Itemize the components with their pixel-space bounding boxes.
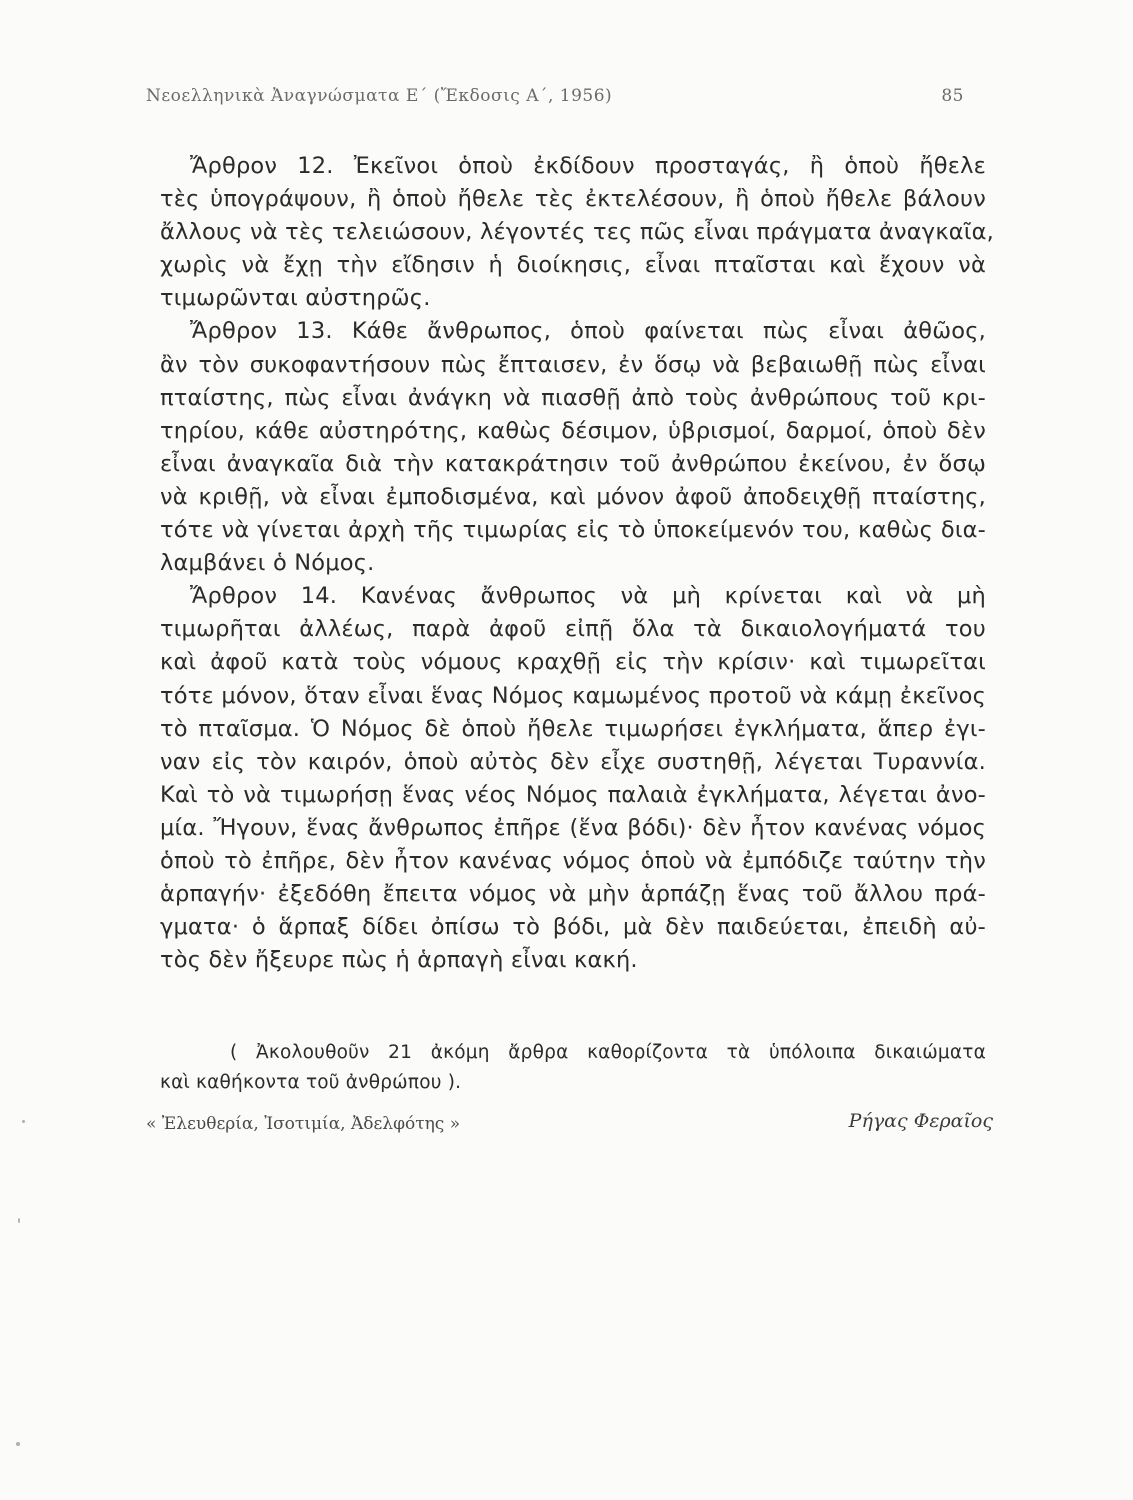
article-14 <box>160 580 986 977</box>
author-signature: Ρήγας Φεραῖος <box>848 1110 993 1132</box>
book-title: Νεοελληνικὰ Ἀναγνώσματα Ε΄ (Ἔκδοσις Α΄, 1956) <box>146 86 613 106</box>
page-number: 85 <box>941 86 964 106</box>
text-line: ὁποὺ τὸ ἐπῆρε, δὲν ἦτον κανένας νόμος ὁποὺ νὰ ἐμπόδιζε ταύτην τὴν <box>160 847 986 874</box>
text-line: εἶναι ἀναγκαῖα διὰ τὴν κατακράτησιν τοῦ ἀνθρώπου ἐκείνου, ἐν ὅσῳ <box>160 450 986 477</box>
text-line: καὶ ἀφοῦ κατὰ τοὺς νόμους κραχθῇ εἰς τὴν κρίσιν· καὶ τιμωρεῖται <box>160 649 986 676</box>
running-head <box>146 86 964 112</box>
scan-speck <box>18 1218 20 1223</box>
text-line: τότε νὰ γίνεται ἀρχὴ τῆς τιμωρίας εἰς τὸ ὑποκείμενόν του, καθὼς δια- <box>160 517 986 544</box>
text-line: νὰ κριθῇ, νὰ εἶναι ἐμποδισμένα, καὶ μόνον ἀφοῦ ἀποδειχθῇ πταίστης, <box>160 483 986 510</box>
text-line: γματα· ὁ ἅρπαξ δίδει ὀπίσω τὸ βόδι, μὰ δὲν παιδεύεται, ἐπειδὴ αὐ- <box>160 914 986 941</box>
text-line: τηρίου, κάθε αὐστηρότης, καθὼς δέσιμον, ὑβρισμοί, δαρμοί, ὁποὺ δὲν <box>160 417 986 444</box>
text-line: Καὶ τὸ νὰ τιμωρήσῃ ἕνας νέος Νόμος παλαιὰ ἐγκλήματα, λέγεται ἀνο- <box>160 781 986 808</box>
body-text <box>160 150 995 977</box>
text-line: Ἄρθρον 12. Ἐκεῖνοι ὁποὺ ἐκδίδουν προσταγάς, ἢ ὁποὺ ἤθελε <box>190 153 986 179</box>
article-12 <box>160 150 995 315</box>
text-line: τιμωρῆται ἀλλέως, παρὰ ἀφοῦ εἰπῇ ὅλα τὰ δικαιολογήματά του <box>160 616 986 643</box>
text-line: λαμβάνει ὁ Νόμος. <box>160 550 375 577</box>
text-line: χωρὶς νὰ ἔχῃ τὴν εἴδησιν ἡ διοίκησις, εἶναι πταῖσται καὶ ἔχουν νὰ <box>160 252 986 279</box>
text-line: τὸ πταῖσμα. Ὁ Νόμος δὲ ὁποὺ ἤθελε τιμωρήσει ἐγκλήματα, ἅπερ ἐγι- <box>160 715 986 742</box>
text-line: ἂν τὸν συκοφαντήσουν πὼς ἔπταισεν, ἐν ὅσῳ νὰ βεβαιωθῇ πὼς εἶναι <box>160 351 986 378</box>
text-line: ἁρπαγήν· ἐξεδόθη ἔπειτα νόμος νὰ μὴν ἁρπάζῃ ἕνας τοῦ ἄλλου πρά- <box>160 881 986 908</box>
text-line: Ἄρθρον 13. Κάθε ἄνθρωπος, ὁποὺ φαίνεται πὼς εἶναι ἀθῶος, <box>190 318 986 345</box>
scan-speck <box>16 1442 20 1446</box>
text-line: μία. Ἤγουν, ἕνας ἄνθρωπος ἐπῆρε (ἕνα βόδι)· δὲν ἦτον κανένας νόμος <box>160 814 986 841</box>
text-line: ἄλλους νὰ τὲς τελειώσουν, λέγοντές τες πῶς εἶναι πράγματα ἀναγκαῖα, <box>160 219 995 246</box>
closing-note <box>160 1038 986 1098</box>
text-line: πταίστης, πὼς εἶναι ἀνάγκη νὰ πιασθῇ ἀπὸ τοὺς ἀνθρώπους τοῦ κρι- <box>160 384 986 411</box>
text-line: Ἄρθρον 14. Κανένας ἄνθρωπος νὰ μὴ κρίνεται καὶ νὰ μὴ <box>190 583 986 610</box>
text-line: τὸς δὲν ἤξευρε πὼς ἡ ἁρπαγὴ εἶναι κακή. <box>160 947 638 974</box>
note-line: καὶ καθήκοντα τοῦ ἀνθρώπου ). <box>160 1072 462 1093</box>
text-line: τιμωρῶνται αὐστηρῶς. <box>160 285 431 312</box>
text-line: τότε μόνον, ὅταν εἶναι ἕνας Νόμος καμωμένος προτοῦ νὰ κάμῃ ἐκεῖνος <box>160 682 986 709</box>
motto: « Ἐλευθερία, Ἰσοτιμία, Ἀδελφότης » <box>146 1114 461 1134</box>
scan-speck <box>22 1120 25 1123</box>
article-13 <box>160 315 986 580</box>
text-line: ναν εἰς τὸν καιρόν, ὁποὺ αὐτὸς δὲν εἶχε συστηθῇ, λέγεται Τυραννία. <box>160 748 986 775</box>
text-line: τὲς ὑπογράψουν, ἢ ὁποὺ ἤθελε τὲς ἐκτελέσουν, ἢ ὁποὺ ἤθελε βάλουν <box>160 186 986 213</box>
note-line: ( Ἀκολουθοῦν 21 ἀκόμη ἄρθρα καθορίζοντα τὰ ὑπόλοιπα δικαιώματα <box>230 1042 986 1063</box>
